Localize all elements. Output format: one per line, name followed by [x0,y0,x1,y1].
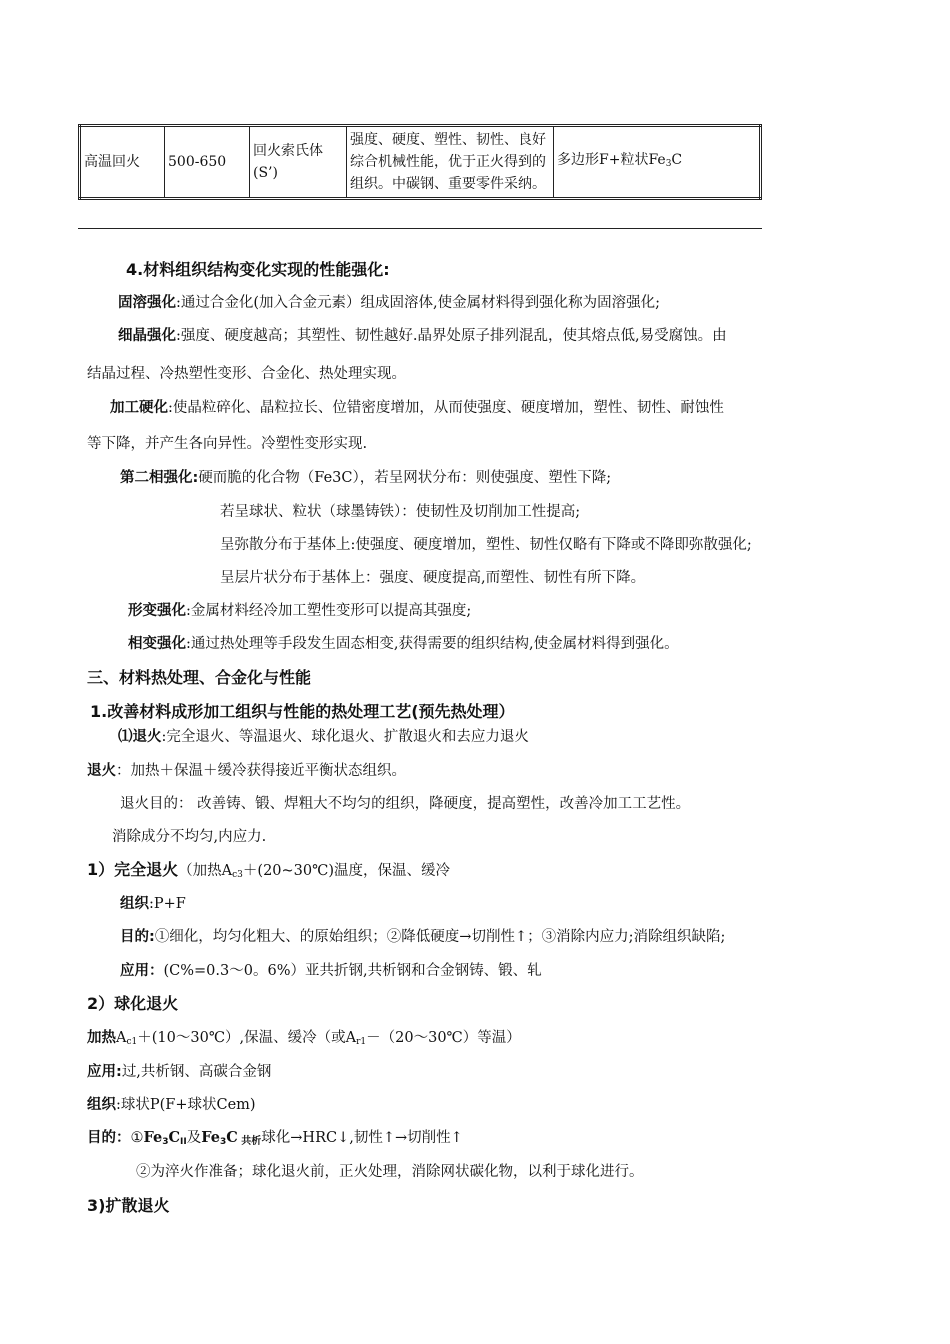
cell-text-end: C [671,152,683,168]
sphere-application-label: 应用: [87,1064,122,1080]
jiagong-text-1: :使晶粒碎化、晶粒拉长、位错密度增加，从而使强度、硬度增加，塑性、韧性、耐蚀性 [168,400,724,416]
full-anneal-structure-text: :P+F [149,896,186,912]
tempering-table [78,124,762,200]
sphere-structure-label: 组织 [87,1097,116,1113]
gurong-text: :通过合金化(加入合金元素）组成固溶体,使金属材料得到强化称为固溶强化; [176,295,661,311]
xijing-label: 细晶强化 [118,328,176,344]
tuihuo-def-line [87,761,406,781]
tuihuo-item-label: ⑴退火 [118,729,162,745]
sphere-heating-2-sub: r1 [356,1037,367,1047]
table-cell-microstructure [554,126,761,199]
sphere-heating-2: ＋(10～30℃）,保温、缓冷（或A [137,1030,357,1046]
dierxiang-text-1: 硬而脆的化合物（Fe3C），若呈网状分布：则使强度、塑性下降; [198,470,612,486]
full-anneal-t2: ＋(20~30℃)温度，保温、缓冷 [242,863,450,879]
full-anneal-purpose-line [120,927,725,947]
sphere-anneal-heating-line [87,1028,521,1052]
sphere-purpose-2: 及 [186,1130,202,1146]
sphere-anneal-purpose-line-1 [87,1128,463,1152]
tuihuo-item-line [118,727,529,747]
sphere-purpose-fe1: Fe [143,1129,163,1146]
section4-heading: 4.材料组织结构变化实现的性能强化: [126,260,390,279]
section3-subheading-1: 1.改善材料成形加工组织与性能的热处理工艺(预先热处理） [90,702,515,721]
full-anneal-application-line [120,961,542,981]
sphere-heating-1-sub: c1 [126,1037,138,1047]
xiangbian-label: 相变强化 [128,636,186,652]
tuihuo-text: ：加热＋保温＋缓冷获得接近平衡状态组织。 [116,763,406,779]
xijing-line-2: 结晶过程、冷热塑性变形、合金化、热处理实现。 [87,366,406,382]
sphere-purpose-eutectoid: 共析 [237,1136,262,1147]
table-cell-process: 高温回火 [80,126,165,199]
sphere-purpose-c1: C [168,1129,181,1146]
sphere-anneal-purpose-line-2: ②为淬火作准备；球化退火前，正火处理，消除网状碳化物，以利于球化进行。 [136,1164,644,1180]
full-anneal-t1: （加热A [178,863,233,879]
sphere-heating-1: A [116,1030,127,1046]
tuihuo-purpose-line-2: 消除成分不均匀,内应力. [112,829,267,845]
dierxiang-label: 第二相强化: [120,470,199,486]
table-cell-structure: 回火索氏体(S’) [250,126,347,199]
xiangbian-text: :通过热处理等手段发生固态相变,获得需要的组织结构,使金属材料得到强化。 [186,636,679,652]
dierxiang-line-4: 呈层片状分布于基体上：强度、硬度提高,而塑性、韧性有所下降。 [220,570,646,586]
full-anneal-structure-line [120,894,186,914]
xingbian-text: :金属材料经冷加工塑性变形可以提高其强度; [186,603,472,619]
sphere-purpose-fe2-sub: 3 [219,1137,227,1147]
cell-sub: 3 [665,159,672,169]
gurong-label: 固溶强化 [118,295,176,311]
sphere-anneal-structure-line [87,1095,256,1115]
sphere-purpose-label: 目的： [87,1130,131,1146]
table-row [80,126,761,199]
table-cell-properties: 强度、硬度、塑性、韧性、良好综合机械性能，优于正火得到的组织。中碳钢、重要零件采纳。 [347,126,554,199]
full-anneal-purpose-text: ①细化，均匀化粗大、的原始组织；②降低硬度→切削性↑；③消除内应力;消除组织缺陷; [154,929,726,945]
sphere-purpose-c2: C [226,1129,238,1146]
full-anneal-title: 1）完全退火 [87,860,179,879]
sphere-heating-3: －（20～30℃）等温） [366,1030,521,1046]
sphere-structure-text: :球状P(F+球状Cem) [116,1097,256,1113]
gurong-line [118,293,660,313]
table-bottom-rule [78,228,762,229]
sphere-heating-label: 加热 [87,1030,116,1046]
diffusion-anneal-title: 3)扩散退火 [87,1196,170,1215]
xiangbian-line [128,634,679,654]
section3-heading: 三、材料热处理、合金化与性能 [87,668,312,687]
dierxiang-line-3: 呈弥散分布于基体上:使强度、硬度增加，塑性、韧性仅略有下降或不降即弥散强化; [220,537,752,553]
tuihuo-label: 退火 [87,763,116,779]
jiagong-line-1 [110,398,724,418]
tuihuo-item-text: :完全退火、等温退火、球化退火、扩散退火和去应力退火 [161,729,529,745]
sphere-purpose-4: 球化→HRC↓,韧性↑→切削性↑ [261,1130,463,1146]
sphere-purpose-fe2: Fe [201,1129,220,1146]
sphere-purpose-1: ① [130,1130,144,1146]
sphere-purpose-c1-sub: II [180,1137,187,1147]
dierxiang-line-2: 若呈球状、粒状（球墨铸铁）：使韧性及切削加工性提高; [220,504,581,520]
xingbian-label: 形变强化 [128,603,186,619]
full-anneal-application-label: 应用： [120,963,164,979]
full-anneal-t1-sub: c3 [232,870,243,880]
full-anneal-title-line [87,860,450,885]
full-anneal-structure-label: 组织 [120,896,149,912]
jiagong-line-2: 等下降，并产生各向异性。冷塑性变形实现. [87,436,368,452]
xijing-line-1 [118,326,727,346]
full-anneal-application-text: (C%=0.3～0。6%）亚共折钢,共析钢和合金钢铸、锻、轧 [163,963,542,979]
jiagong-label: 加工硬化 [110,400,168,416]
table-cell-temperature: 500-650 [165,126,250,199]
xijing-text-1: :强度、硬度越高；其塑性、韧性越好.晶界处原子排列混乱，使其熔点低,易受腐蚀。由 [176,328,727,344]
full-anneal-purpose-label: 目的: [120,929,155,945]
sphere-anneal-application-line [87,1062,271,1082]
cell-text: 多边形F+粒状Fe [557,152,666,168]
sphere-application-text: 过,共析钢、高碳合金钢 [121,1064,272,1080]
sphere-purpose-fe1-sub: 3 [162,1137,169,1147]
xingbian-line [128,601,471,621]
dierxiang-line-1 [120,468,611,488]
sphere-anneal-title: 2）球化退火 [87,994,179,1013]
tuihuo-purpose-line-1: 退火目的： 改善铸、锻、焊粗大不均匀的组织，降硬度，提高塑性，改善冷加工工艺性。 [120,796,691,812]
